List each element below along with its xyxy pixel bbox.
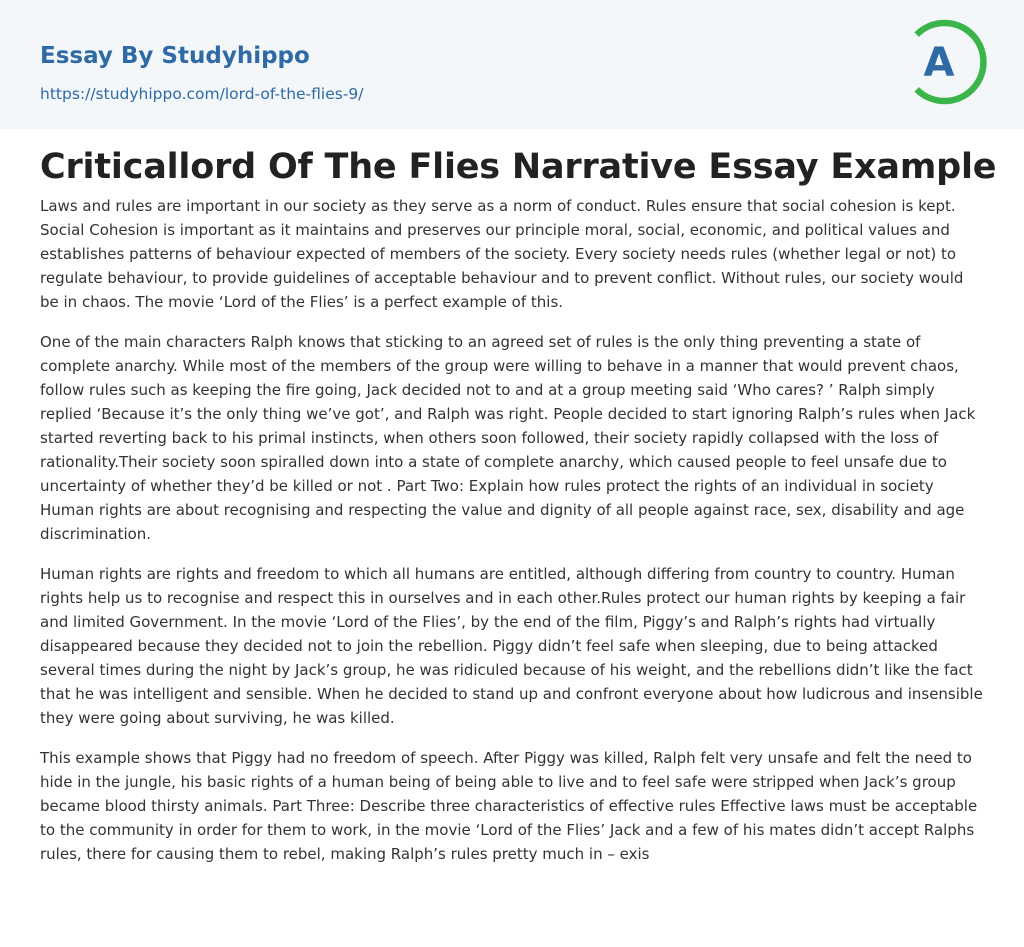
essay-body bbox=[40, 194, 985, 882]
studyhippo-logo-icon[interactable] bbox=[903, 18, 989, 106]
essay-paragraph-4: This example shows that Piggy had no freedom of speech. After Piggy was killed, Ralph felt very unsafe and felt the need to hide in the jungle, his basic rights of a human being of being able to live and to feel safe were stripped when Jack’s group became blood thirsty animals. Part Three: Describe three characteristics of effective rules Effective laws must be acceptable to the community in order for them to work, in the movie ‘Lord of the Flies’ Jack and a few of his mates didn’t accept Ralphs rules, there for causing them to rebel, making Ralph’s rules pretty much in – exis bbox=[40, 749, 978, 863]
essay-paragraph-1: Laws and rules are important in our society as they serve as a norm of conduct. Rules ensure that social cohesion is kept. Social Cohesion is important as it maintains and preserves our principle moral, social, economic, and political values and establishes patterns of behaviour expected of members of the society. Every society needs rules (whether legal or not) to regulate behaviour, to provide guidelines of acceptable behaviour and to prevent conflict. Without rules, our society would be in chaos. The movie ‘Lord of the Flies’ is a perfect example of this. bbox=[40, 197, 964, 311]
logo-letter: A bbox=[923, 40, 955, 86]
site-header bbox=[0, 0, 1024, 129]
source-url-link[interactable]: https://studyhippo.com/lord-of-the-flies-9/ bbox=[40, 85, 364, 103]
site-title[interactable]: Essay By Studyhippo bbox=[40, 43, 310, 69]
essay-paragraph-3: Human rights are rights and freedom to which all humans are entitled, although differing from country to country. Human rights help us to recognise and respect this in ourselves and in each other.Rules protect our human rights by keeping a fair and limited Government. In the movie ‘Lord of the Flies’, by the end of the film, Piggy’s and Ralph’s rights had virtually disappeared because they decided not to join the rebellion. Piggy didn’t feel safe when sleeping, due to being attacked several times during the night by Jack’s group, he was ridiculed because of his weight, and the rebellions didn’t like the fact that he was intelligent and sensible. When he decided to stand up and confront everyone about how ludicrous and insensible they were going about surviving, he was killed. bbox=[40, 565, 983, 727]
essay-paragraph-2: One of the main characters Ralph knows that sticking to an agreed set of rules is the only thing preventing a state of complete anarchy. While most of the members of the group were willing to behave in a manner that would prevent chaos, follow rules such as keeping the fire going, Jack decided not to and at a group meeting said ‘Who cares? ’ Ralph simply replied ‘Because it’s the only thing we’ve got’, and Ralph was right. People decided to start ignoring Ralph’s rules when Jack started reverting back to his primal instincts, when others soon followed, their society rapidly collapsed with the loss of rationality.Their society soon spiralled down into a state of complete anarchy, which caused people to feel unsafe due to uncertainty of whether they’d be killed or not . Part Two: Explain how rules protect the rights of an individual in society Human rights are about recognising and respecting the value and dignity of all people against race, sex, disability and age discrimination. bbox=[40, 333, 976, 543]
page-title: Criticallord Of The Flies Narrative Essay Example bbox=[40, 147, 997, 187]
